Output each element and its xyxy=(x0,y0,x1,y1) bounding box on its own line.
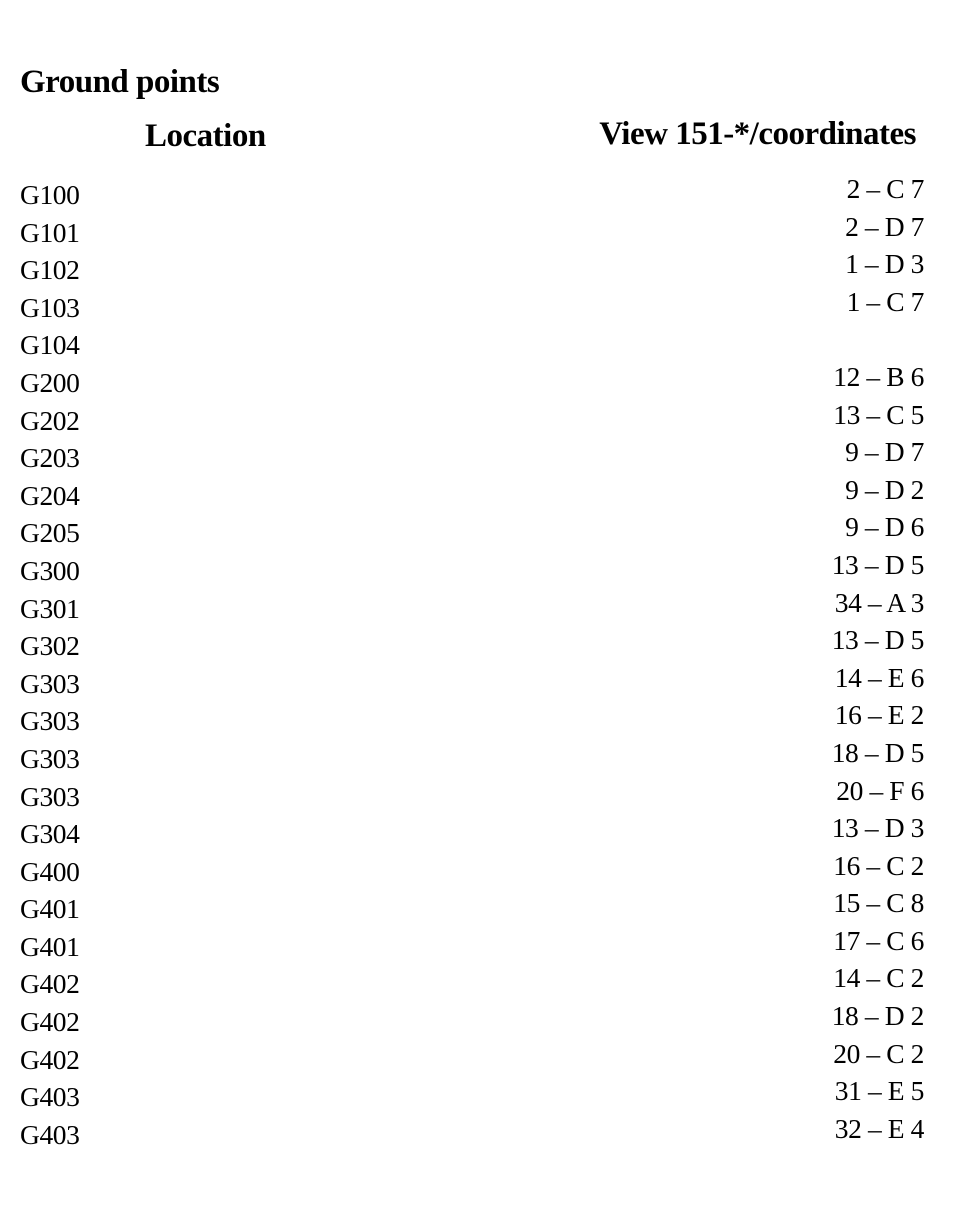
view-coordinate-ref: 9 – D 6 xyxy=(845,511,924,543)
view-coordinate-ref: 13 – C 5 xyxy=(833,398,924,430)
view-coordinate-ref: 13 – D 5 xyxy=(831,548,924,580)
view-coordinate-ref: 13 – D 5 xyxy=(831,624,924,656)
ground-point-code: G302 xyxy=(20,630,80,662)
view-coordinate-ref: 16 – E 2 xyxy=(834,699,924,731)
ground-point-row xyxy=(20,210,926,252)
ground-point-code: G303 xyxy=(20,705,80,737)
ground-point-row xyxy=(20,661,926,703)
ground-point-row xyxy=(20,774,926,816)
ground-point-row xyxy=(20,398,926,440)
ground-point-row xyxy=(20,1037,926,1079)
view-coordinate-ref: 17 – C 6 xyxy=(833,924,924,956)
ground-points-list xyxy=(20,173,926,1153)
view-coordinate-ref: 1 – D 3 xyxy=(845,248,924,280)
ground-point-code: G304 xyxy=(20,818,80,850)
ground-point-code: G402 xyxy=(20,1043,80,1075)
ground-point-row xyxy=(20,326,926,364)
ground-point-row xyxy=(20,548,926,590)
view-coordinate-ref: 31 – E 5 xyxy=(834,1075,924,1107)
ground-point-row xyxy=(20,1000,926,1041)
view-coordinate-ref: 9 – D 2 xyxy=(845,473,924,505)
view-coordinate-ref: 14 – E 6 xyxy=(834,661,924,693)
page-title: Ground points xyxy=(20,64,220,100)
ground-point-code: G401 xyxy=(20,930,80,962)
ground-point-code: G303 xyxy=(20,780,80,812)
view-coordinate-ref: 18 – D 5 xyxy=(831,736,924,768)
ground-point-code: G100 xyxy=(20,179,80,210)
view-coordinate-ref: 13 – D 3 xyxy=(831,812,924,844)
view-coordinate-ref: 14 – C 2 xyxy=(833,962,924,994)
ground-point-code: G200 xyxy=(20,366,80,398)
ground-point-code: G303 xyxy=(20,742,80,774)
ground-point-code: G103 xyxy=(20,291,80,323)
ground-point-code: G300 xyxy=(20,554,80,586)
location-column-header: Location xyxy=(145,118,266,154)
ground-point-code: G301 xyxy=(20,592,80,624)
view-coordinate-ref: 20 – F 6 xyxy=(836,774,924,806)
view-coordinate-ref: 15 – C 8 xyxy=(833,887,924,919)
ground-point-code: G400 xyxy=(20,855,80,887)
view-coordinate-ref: 16 – C 2 xyxy=(833,849,924,881)
ground-point-code: G401 xyxy=(20,893,80,925)
view-coordinate-ref: 34 – A 3 xyxy=(834,586,924,618)
ground-point-row xyxy=(20,924,926,966)
view-coordinate-ref: 2 – C 7 xyxy=(846,173,924,204)
ground-point-row xyxy=(20,1075,926,1116)
ground-point-code: G303 xyxy=(20,667,80,699)
ground-point-row xyxy=(20,473,926,515)
view-coordinate-ref: 20 – C 2 xyxy=(833,1037,924,1069)
ground-point-row xyxy=(20,736,926,778)
ground-point-code: G403 xyxy=(20,1118,80,1150)
ground-point-row xyxy=(20,285,926,327)
ground-point-code: G402 xyxy=(20,1006,80,1038)
ground-point-code: G202 xyxy=(20,404,80,436)
ground-point-row xyxy=(20,812,926,853)
ground-point-code: G104 xyxy=(20,329,80,361)
view-coordinate-ref: 32 – E 4 xyxy=(834,1112,924,1144)
ground-point-code: G205 xyxy=(20,517,80,549)
view-coordinates-column-header: View 151-*/coordinates xyxy=(599,116,916,152)
view-coordinate-ref: 18 – D 2 xyxy=(831,1000,924,1032)
ground-point-code: G101 xyxy=(20,216,80,248)
ground-point-row xyxy=(20,511,926,552)
ground-point-row xyxy=(20,173,926,214)
ground-point-row xyxy=(20,849,926,891)
view-coordinate-ref: 1 – C 7 xyxy=(846,285,924,317)
ground-point-row xyxy=(20,699,926,740)
ground-point-code: G403 xyxy=(20,1081,80,1113)
ground-point-code: G102 xyxy=(20,254,80,286)
ground-point-row xyxy=(20,586,926,628)
view-coordinate-ref: 2 – D 7 xyxy=(845,210,924,242)
ground-point-row xyxy=(20,624,926,665)
ground-point-code: G204 xyxy=(20,479,80,511)
ground-point-row xyxy=(20,1112,926,1154)
ground-point-row xyxy=(20,360,926,402)
ground-point-row xyxy=(20,962,926,1003)
ground-point-row xyxy=(20,248,926,289)
view-coordinate-ref: 12 – B 6 xyxy=(833,360,924,392)
ground-point-code: G402 xyxy=(20,968,80,1000)
ground-point-code: G203 xyxy=(20,442,80,474)
ground-point-row xyxy=(20,887,926,928)
view-coordinate-ref: 9 – D 7 xyxy=(845,436,924,468)
ground-point-row xyxy=(20,436,926,477)
